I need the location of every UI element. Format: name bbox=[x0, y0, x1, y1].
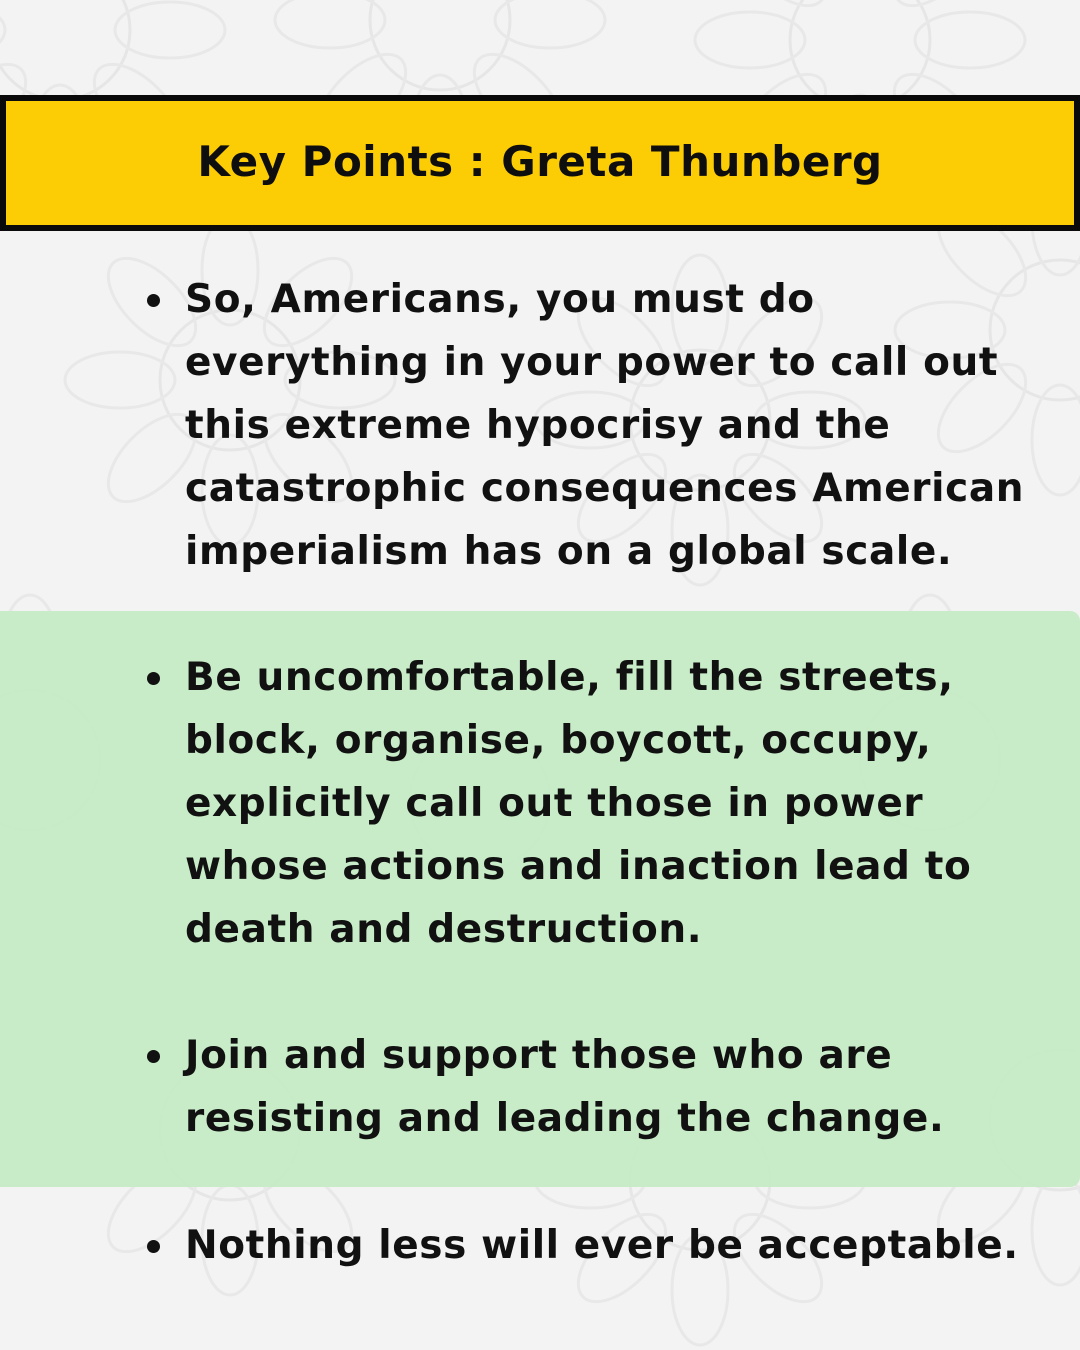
bullet-icon bbox=[147, 1050, 160, 1063]
bullet-icon bbox=[147, 294, 160, 307]
list-item-text bbox=[185, 1214, 1025, 1277]
text-line: explicitly call out those in power bbox=[185, 781, 924, 826]
list-item bbox=[147, 268, 1047, 583]
list-item bbox=[147, 646, 1047, 961]
bullet-icon bbox=[147, 1240, 160, 1253]
text-line: So, Americans, you must do bbox=[185, 277, 815, 322]
list-item bbox=[147, 1024, 1047, 1150]
text-line: this extreme hypocrisy and the bbox=[185, 403, 891, 448]
list-item-text bbox=[185, 268, 1025, 583]
list-item bbox=[147, 1214, 1047, 1277]
title-banner bbox=[0, 95, 1080, 231]
text-line: imperialism has on a global scale. bbox=[185, 529, 953, 574]
text-line: everything in your power to call out bbox=[185, 340, 999, 385]
page-title: Key Points : Greta Thunberg bbox=[197, 136, 883, 186]
list-item-text bbox=[185, 1024, 1025, 1150]
text-line: death and destruction. bbox=[185, 907, 703, 952]
text-line: Join and support those who are bbox=[185, 1033, 893, 1078]
bullet-icon bbox=[147, 672, 160, 685]
text-line: catastrophic consequences American bbox=[185, 466, 1025, 511]
text-line: block, organise, boycott, occupy, bbox=[185, 718, 932, 763]
text-line: resisting and leading the change. bbox=[185, 1096, 945, 1141]
list-item-text bbox=[185, 646, 1025, 961]
text-line: Nothing less will ever be acceptable. bbox=[185, 1223, 1019, 1268]
text-line: whose actions and inaction lead to bbox=[185, 844, 972, 889]
text-line: Be uncomfortable, fill the streets, bbox=[185, 655, 954, 700]
